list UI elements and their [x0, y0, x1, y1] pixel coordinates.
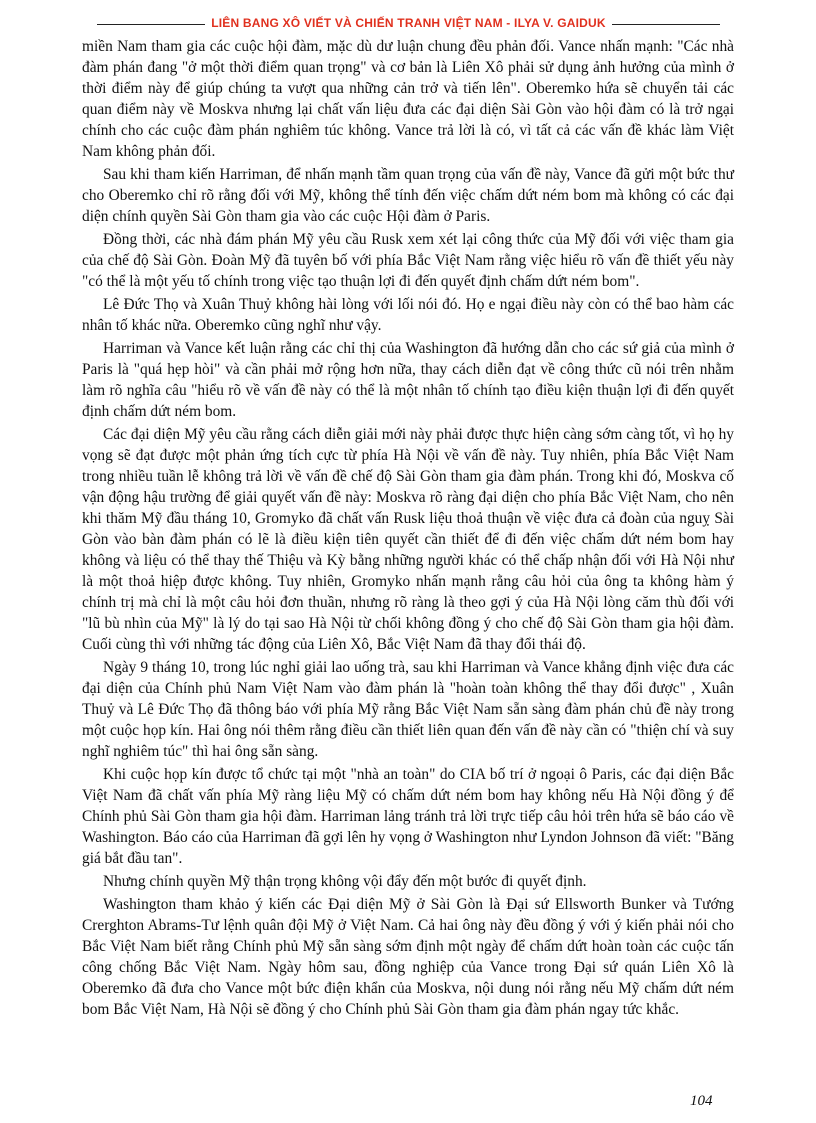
page-number: 104 — [690, 1093, 713, 1109]
paragraph: Nhưng chính quyền Mỹ thận trọng không vội đẩy đến một bước đi quyết định. — [103, 873, 587, 890]
running-title: LIÊN BANG XÔ VIẾT VÀ CHIẾN TRANH VIỆT NAM - ILYA V. GAIDUK — [205, 16, 612, 30]
paragraph: Đồng thời, các nhà đám phán Mỹ yêu cầu Rusk xem xét lại công thức của Mỹ đối với việc tham gia của chế độ Sài Gòn. Đoàn Mỹ đã tuyên bố với phía Bắc Việt Nam rằng việc hiểu rõ vấn đề thiết yếu này "có thể là một yếu tố chính trong việc tạo thuận lợi đi đến quyết định chấm dứt ném bom". — [82, 231, 734, 290]
paragraph: Washington tham khảo ý kiến các Đại diện Mỹ ở Sài Gòn là Đại sứ Ellsworth Bunker và Tướng Crerghton Abrams-Tư lệnh quân đội Mỹ ở Việt Nam. Cả hai ông này đều đồng ý với ý kiến phải nói cho Bắc Việt Nam biết rằng Chính phủ Mỹ sẵn sàng sớm định một ngày để chấm dứt hoàn toàn các cuộc tấn công chống Bắc Việt Nam. Ngày hôm sau, đồng nghiệp của Vance trong Đại sứ quán Liên Xô là Oberemko đã đưa cho Vance một bức điện khẩn của Moskva, nội dung nói rằng nếu Mỹ chấm dứt ném bom Bắc Việt Nam, Hà Nội sẽ đồng ý cho Chính phủ Sài Gòn tham gia đàm phán ngay tức khắc. — [82, 896, 734, 1018]
paragraph: Lê Đức Thọ và Xuân Thuỷ không hài lòng với lối nói đó. Họ e ngại điều này còn có thể bao hàm các nhân tố khác nữa. Oberemko cũng nghĩ như vậy. — [82, 296, 734, 334]
running-header — [97, 14, 720, 36]
paragraph: Sau khi tham kiến Harriman, để nhấn mạnh tầm quan trọng của vấn đề này, Vance đã gửi một bức thư cho Oberemko chỉ rõ rằng đối với Mỹ, không thể tính đến việc chấm dứt ném bom mà không có các đại diện chính quyền Sài Gòn tham gia vào các cuộc Hội đàm ở Paris. — [82, 166, 734, 225]
paragraph: miền Nam tham gia các cuộc hội đàm, mặc dù dư luận chung đều phản đối. Vance nhấn mạnh: "Các nhà đàm phán đang "ở một thời điểm quan trọng" và cơ bản là Liên Xô phải sử dụng ảnh hưởng của mình ở thời điểm này để giúp chúng ta vượt qua những cản trở và tiến lên". Oberemko hứa sẽ chuyển tải các quan điểm này về Moskva nhưng lại chất vấn liệu đưa các đại diện Sài Gòn vào hội đàm có là trở ngại chính cho các cuộc đàm phán nghiêm túc không. Vance trả lời là có, vì tất cả các vấn đề khác làm Việt Nam không phản đối. — [82, 38, 734, 160]
paragraph: Ngày 9 tháng 10, trong lúc nghỉ giải lao uống trà, sau khi Harriman và Vance khẳng định việc đưa các đại diện của Chính phủ Nam Việt Nam vào đàm phán là "hoàn toàn không thể thay đổi được" , Xuân Thuỷ và Lê Đức Thọ đã thông báo với phía Mỹ rằng Bắc Việt Nam sẵn sàng đàm phán chủ đề này trong một cuộc họp kín. Hai ông nói thêm rằng điều cần thiết liên quan đến vấn đề này cần có "thiện chí và suy nghĩ nghiêm túc" thì hai ông sẵn sàng. — [82, 659, 734, 760]
paragraph: Khi cuộc họp kín được tổ chức tại một "nhà an toàn" do CIA bố trí ở ngoại ô Paris, các đại diện Bắc Việt Nam đã chất vấn phía Mỹ ràng liệu Mỹ có chấm dứt ném bom hay không nếu Hà Nội đồng ý để Chính phủ Sài Gòn tham gia hội đàm. Harriman lảng tránh trả lời trực tiếp câu hỏi trên hứa sẽ báo cáo về Washington. Báo cáo của Harriman đã gợi lên hy vọng ở Washington như Lyndon Johnson đã viết: "Băng giá bắt đầu tan". — [82, 766, 734, 867]
paragraph: Các đại diện Mỹ yêu cầu rằng cách diễn giải mới này phải được thực hiện càng sớm càng tốt, vì họ hy vọng sẽ đạt được một phản ứng tích cực từ phía Hà Nội về vấn đề này. Tuy nhiên, phía Bắc Việt Nam trong nhiều tuần lễ không trả lời về vấn đề chế độ Sài Gòn tham gia đàm phán. Trong khi đó, Moskva cố vận động hậu trường để giải quyết vấn đề này: Moskva rõ ràng đại diện cho phía Bắc Việt Nam, cho nên khi thăm Mỹ đầu tháng 10, Gromyko đã chất vấn Rusk liệu thoả thuận về việc đưa cả đoàn của nguỵ Sài Gòn vào bàn đàm phán có lẽ là điều kiện tiên quyết cần thiết để đi đến việc chấm dứt ném bom hay không và liệu có thể thay thế Thiệu và Kỳ bằng những người khác có thể chấp nhận đối với Hà Nội như là một thoả hiệp được không. Tuy nhiên, Gromyko nhấn mạnh rằng câu hỏi của ông ta không hàm ý chính trị mà chỉ là một câu hỏi đơn thuần, nhưng rõ ràng là theo gợi ý của Hà Nội lòng căm thù đối với "lũ bù nhìn của Mỹ" là lý do tại sao Hà Nội từ chối không đồng ý cho chế độ Sài Gòn tham gia hội đàm. Cuối cùng thì với những tác động của Liên Xô, Bắc Việt Nam đã thay đổi thái độ. — [82, 426, 734, 653]
paragraph: Harriman và Vance kết luận rằng các chỉ thị của Washington đã hướng dẫn cho các sứ giả của mình ở Paris là "quá hẹp hòi" và cần phải mở rộng hơn nữa, thay cách diễn đạt về công thức cũ nói trên nhằm làm rõ nghĩa câu "hiểu rõ về vấn đề này có thể là một nhân tố chính tạo điều kiện thuận lợi đi đến quyết định chấm dứt ném bom. — [82, 340, 734, 420]
body-text — [82, 36, 734, 1022]
